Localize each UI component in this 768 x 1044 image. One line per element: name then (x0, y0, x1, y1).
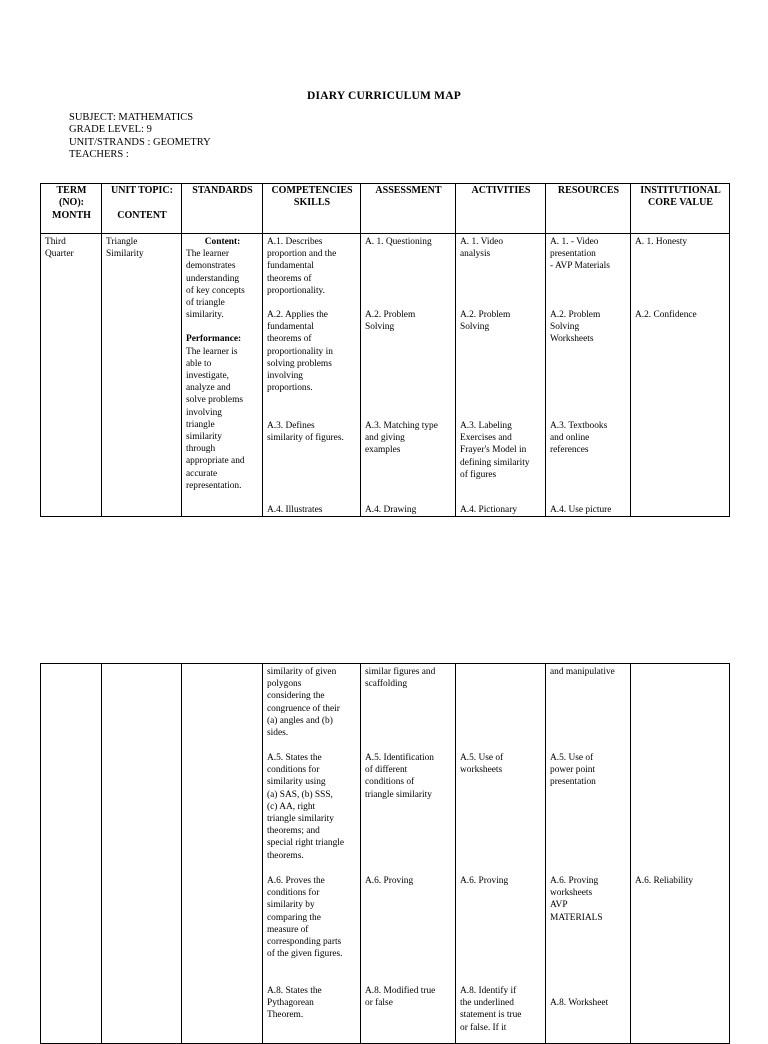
header-term: TERM (NO): MONTH (41, 184, 102, 234)
header-competencies: COMPETENCIES SKILLS (263, 184, 361, 234)
unit-strands-line: UNIT/STRANDS : GEOMETRY (69, 136, 211, 148)
performance-label: Performance: (186, 334, 242, 345)
document-meta (69, 112, 211, 161)
document-title: DIARY CURRICULUM MAP (307, 90, 461, 102)
header-standards: STANDARDS (182, 184, 263, 234)
unit-topic-cell-continued (102, 664, 182, 1044)
core-value-cell-continued: A.6. Reliability (631, 664, 730, 1044)
header-core-value: INSTITUTIONAL CORE VALUE (631, 184, 730, 234)
header-assessment: ASSESSMENT (361, 184, 456, 234)
assessment-cell: A. 1. Questioning A.2. Problem Solving A.3. Matching type and giving examples A.4. Drawing (361, 234, 456, 517)
header-resources: RESOURCES (546, 184, 631, 234)
term-cell-continued (41, 664, 102, 1044)
competencies-cell-continued: similarity of given polygons considering the congruence of their (a) angles and (b) sides. A.5. States the conditions for similarity using (a) SAS, (b) SSS, (c) AA, right triangle similarity theorems; and special right triangle theorems. A.6. Proves the conditions for similarity by comparing the measure of corresponding parts of the given figures. A.8. States the Pythagorean Theorem. (263, 664, 361, 1044)
content-standard-text: The learner demonstrates understanding of key concepts of triangle similarity. (186, 249, 245, 321)
resources-cell-continued: and manipulative A.5. Use of power point presentation A.6. Proving worksheets AVP MATERIALS A.8. Worksheet (546, 664, 631, 1044)
resources-cell: A. 1. - Video presentation - AVP Materials A.2. Problem Solving Worksheets A.3. Textbooks and online references A.4. Use picture (546, 234, 631, 517)
term-cell: Third Quarter (41, 234, 102, 517)
teachers-line: TEACHERS : (69, 148, 129, 160)
table-row (41, 664, 730, 1044)
standards-cell (182, 234, 263, 517)
core-value-cell: A. 1. Honesty A.2. Confidence (631, 234, 730, 517)
activities-cell-continued: A.5. Use of worksheets A.6. Proving A.8. Identify if the underlined statement is true or false. If it (456, 664, 546, 1044)
grade-level-line: GRADE LEVEL: 9 (69, 124, 152, 136)
unit-topic-cell: Triangle Similarity (102, 234, 182, 517)
header-unit-topic: UNIT TOPIC: CONTENT (102, 184, 182, 234)
activities-cell: A. 1. Video analysis A.2. Problem Solving A.3. Labeling Exercises and Frayer's Model in defining similarity of figures A.4. Pictionary (456, 234, 546, 517)
header-activities: ACTIVITIES (456, 184, 546, 234)
assessment-cell-continued: similar figures and scaffolding A.5. Identification of different conditions of triangle similarity A.6. Proving A.8. Modified true or false (361, 664, 456, 1044)
subject-line: SUBJECT: MATHEMATICS (69, 112, 194, 123)
table-row (41, 234, 730, 517)
competencies-cell: A.1. Describes proportion and the fundamental theorems of proportionality. A.2. Applies the fundamental theorems of proportionality in solving problems involving proportions. A.3. Defines similarity of figures. A.4. Illustrates (263, 234, 361, 517)
performance-standard-text: The learner is able to investigate, analyze and solve problems involving triangle similarity through appropriate and accurate representation. (186, 346, 245, 491)
curriculum-table-page2 (40, 663, 730, 1044)
standards-cell-continued (182, 664, 263, 1044)
curriculum-table-page1 (40, 183, 730, 517)
content-label: Content: (204, 237, 241, 247)
header-row (41, 184, 730, 234)
